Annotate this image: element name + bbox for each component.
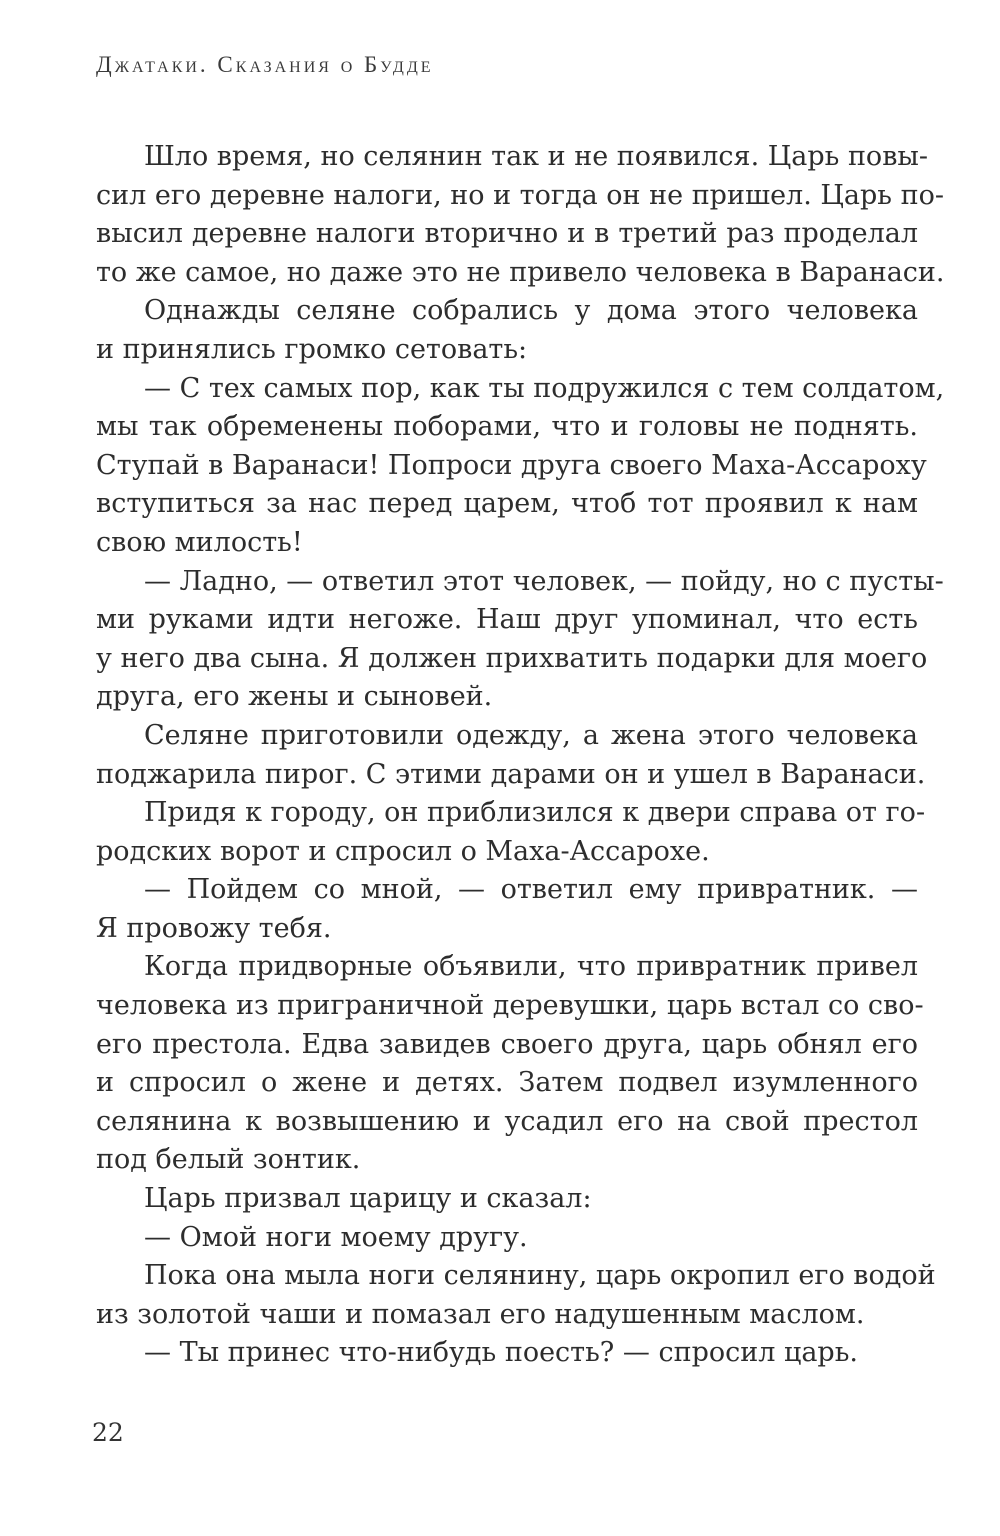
text-line: высил деревне налоги вторично и в третий раз проделал (96, 218, 918, 250)
text-line: поджарила пирог. С этими дарами он и ушел в Варанаси. (96, 758, 926, 790)
text-line: Царь призвал царицу и сказал: (144, 1183, 592, 1215)
text-line: вступиться за нас перед царем, чтоб тот проявил к нам (96, 488, 918, 520)
text-line: его престола. Едва завидев своего друга, царь обнял его (96, 1028, 918, 1060)
text-line: Ступай в Варанаси! Попроси друга своего Маха-Ассароху (96, 449, 927, 481)
text-line: Селяне приготовили одежду, а жена этого человека (144, 719, 918, 751)
text-line: Я провожу тебя. (96, 912, 332, 944)
text-line: ми руками идти негоже. Наш друг упоминал, что есть (96, 604, 918, 636)
text-line: то же самое, но даже это не привело человека в Варанаси. (96, 256, 945, 288)
body-text (96, 138, 945, 1373)
text-line: свою милость! (96, 526, 303, 558)
text-line: селянина к возвышению и усадил его на свой престол (96, 1105, 918, 1137)
text-line: Однажды селяне собрались у дома этого человека (144, 295, 918, 327)
text-line: и спросил о жене и детях. Затем подвел изумленного (96, 1067, 918, 1099)
text-line: и принялись громко сетовать: (96, 333, 528, 365)
text-line: мы так обременены поборами, что и головы не поднять. (96, 411, 918, 443)
text-line: Придя к городу, он приблизился к двери справа от го- (144, 797, 926, 829)
text-line: — С тех самых пор, как ты подружился с тем солдатом, (144, 372, 945, 404)
text-line: — Омой ноги моему другу. (144, 1221, 528, 1253)
text-line: друга, его жены и сыновей. (96, 681, 493, 713)
text-line: из золотой чаши и помазал его надушенным маслом. (96, 1298, 865, 1330)
page-number: 22 (92, 1418, 124, 1447)
text-line: — Ты принес что-нибудь поесть? — спросил царь. (144, 1337, 858, 1369)
text-line: Пока она мыла ноги селянину, царь окропил его водой (144, 1260, 936, 1292)
text-line: сил его деревне налоги, но и тогда он не пришел. Царь по- (96, 179, 944, 211)
running-head: Джатаки. Сказания о Будде (96, 52, 434, 77)
text-line: у него два сына. Я должен прихватить подарки для моего (96, 642, 928, 674)
text-line: Шло время, но селянин так и не появился. Царь повы- (144, 141, 929, 172)
text-line: — Пойдем со мной, — ответил ему привратник. — (144, 874, 918, 906)
text-line: человека из приграничной деревушки, царь встал со сво- (96, 990, 924, 1022)
text-line: Когда придворные объявили, что привратник привел (144, 951, 918, 983)
text-line: родских ворот и спросил о Маха-Ассарохе. (96, 835, 710, 867)
text-line: под белый зонтик. (96, 1144, 361, 1176)
text-line: — Ладно, — ответил этот человек, — пойду, но с пусты- (144, 565, 944, 597)
